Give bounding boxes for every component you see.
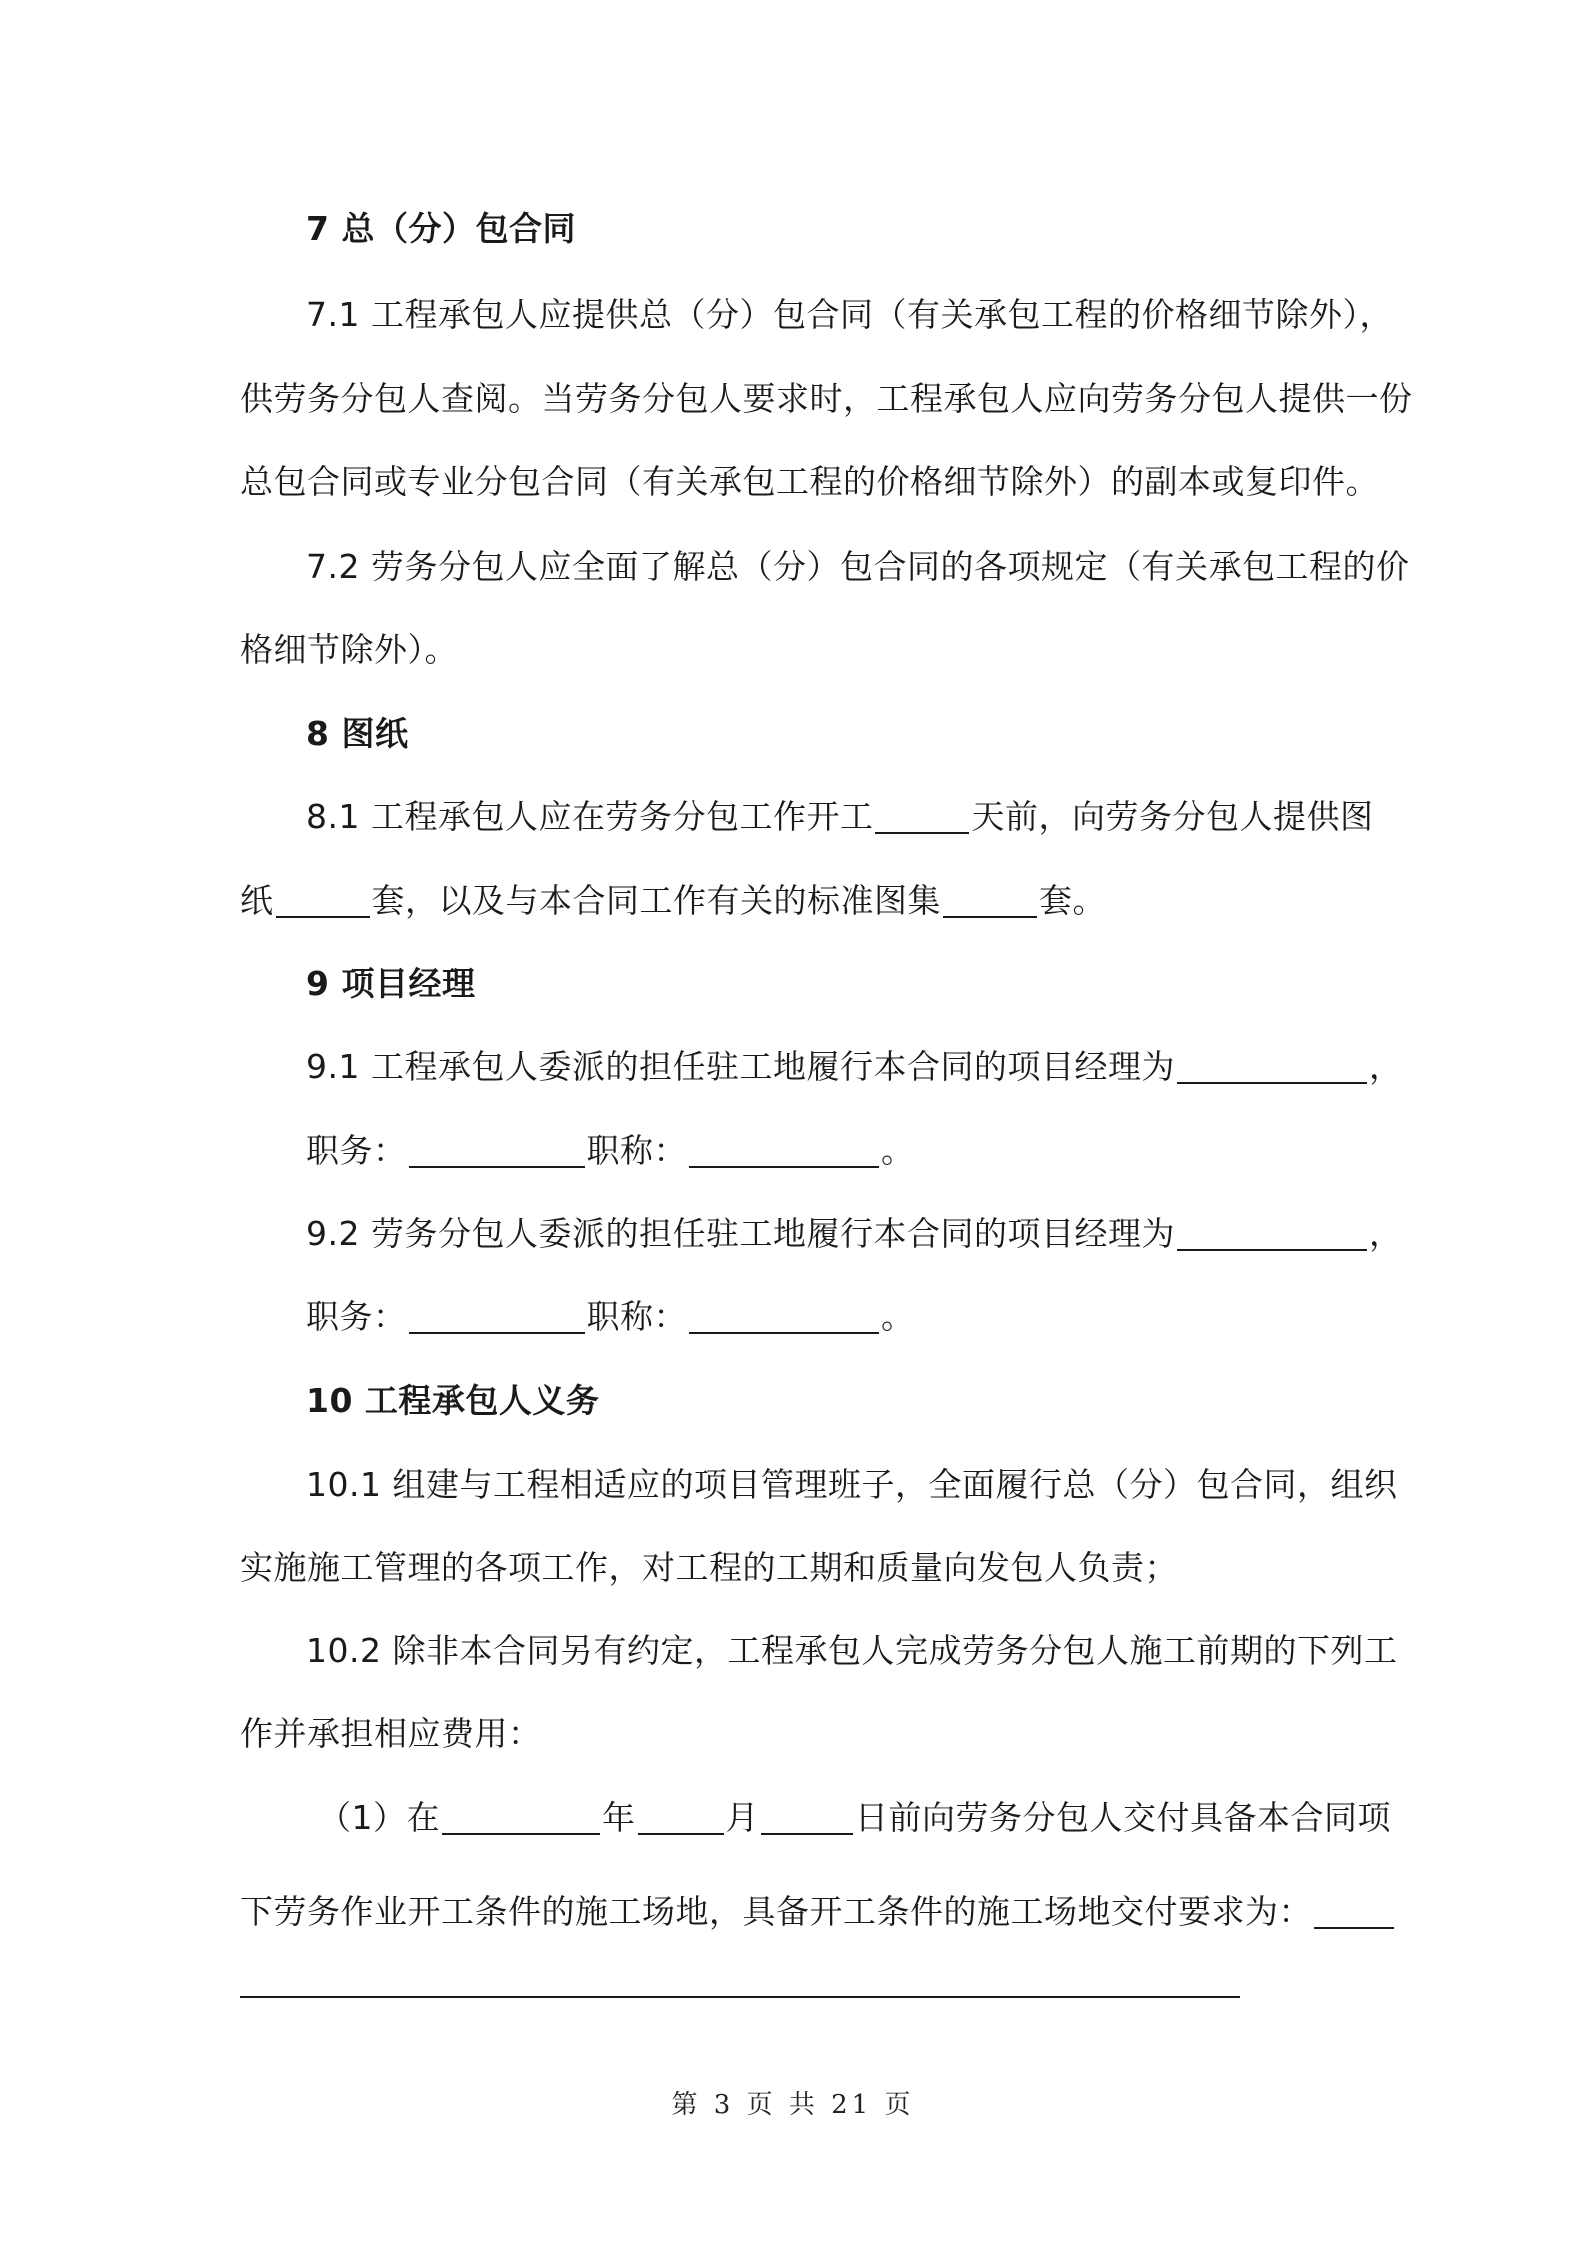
paragraph-9-1-line-1	[306, 1043, 1402, 1091]
text: 7.1 工程承包人应提供总（分）包合同（有关承包工程的价格细节除外），	[306, 295, 1393, 334]
blank-subcontractor-title-field[interactable]	[689, 1298, 879, 1334]
text: 实施施工管理的各项工作，对工程的工期和质量向发包人负责；	[240, 1548, 1178, 1587]
heading-text: 8 图纸	[306, 714, 409, 753]
text: 10.2 除非本合同另有约定，工程承包人完成劳务分包人施工前期的下列工	[306, 1631, 1398, 1670]
section-9-heading	[306, 960, 475, 1008]
blank-days-field[interactable]	[875, 798, 969, 834]
paragraph-7-1-line-3	[240, 458, 1379, 506]
text: （1）在	[318, 1798, 440, 1837]
item-1-line-2	[240, 1888, 1396, 1936]
paragraph-10-1-line-1	[306, 1461, 1397, 1509]
paragraph-9-2-line-2	[306, 1293, 915, 1341]
text: 套。	[1039, 881, 1106, 920]
item-1-line-1	[318, 1794, 1391, 1842]
paragraph-7-1-line-1	[306, 291, 1393, 339]
paragraph-10-2-line-2	[240, 1710, 542, 1758]
paragraph-7-2-line-1	[306, 543, 1409, 591]
paragraph-7-1-line-2	[240, 375, 1413, 423]
text: 10.1 组建与工程相适应的项目管理班子，全面履行总（分）包合同，组织	[306, 1465, 1398, 1504]
blank-contractor-manager-field[interactable]	[1177, 1048, 1367, 1084]
paragraph-8-1-line-1	[306, 793, 1373, 841]
text: ，	[1368, 1214, 1403, 1253]
paragraph-10-1-line-2	[240, 1544, 1178, 1592]
blank-subcontractor-duty-field[interactable]	[409, 1298, 585, 1334]
page-number-text: 第 3 页 共 21 页	[671, 2090, 915, 2120]
text: 9.2 劳务分包人委派的担任驻工地履行本合同的项目经理为	[306, 1214, 1175, 1253]
text: 。	[881, 1131, 915, 1170]
heading-text: 10 工程承包人义务	[306, 1381, 600, 1420]
section-8-heading	[306, 710, 408, 758]
text: 供劳务分包人查阅。当劳务分包人要求时，工程承包人应向劳务分包人提供一份	[240, 379, 1413, 418]
blank-contractor-duty-field[interactable]	[409, 1132, 585, 1168]
text: 下劳务作业开工条件的施工场地，具备开工条件的施工场地交付要求为：	[240, 1892, 1312, 1931]
section-7-heading	[306, 205, 576, 253]
page-number-footer	[0, 2084, 1586, 2121]
blank-day-field[interactable]	[761, 1799, 853, 1835]
text: 纸	[240, 881, 274, 920]
paragraph-10-2-line-1	[306, 1627, 1397, 1675]
blank-subcontractor-manager-field[interactable]	[1177, 1215, 1367, 1251]
blank-standard-atlas-sets-field[interactable]	[943, 882, 1037, 918]
heading-text: 7 总（分）包合同	[306, 209, 576, 248]
text: 月	[725, 1798, 759, 1837]
blank-site-requirement-continuation[interactable]	[240, 1996, 1240, 1998]
blank-month-field[interactable]	[638, 1799, 724, 1835]
text: 日前向劳务分包人交付具备本合同项	[855, 1798, 1391, 1837]
blank-drawing-sets-field[interactable]	[276, 882, 370, 918]
blank-contractor-title-field[interactable]	[689, 1132, 879, 1168]
section-10-heading	[306, 1377, 599, 1425]
blank-site-requirement-field[interactable]	[1314, 1893, 1394, 1929]
paragraph-9-1-line-2	[306, 1127, 915, 1175]
text: 年	[602, 1798, 636, 1837]
label-title: 职称：	[586, 1131, 687, 1170]
text: 8.1 工程承包人应在劳务分包工作开工	[306, 797, 874, 836]
text: 9.1 工程承包人委派的担任驻工地履行本合同的项目经理为	[306, 1047, 1175, 1086]
text: 套，以及与本合同工作有关的标准图集	[371, 881, 941, 920]
text: 。	[881, 1297, 915, 1336]
text: 总包合同或专业分包合同（有关承包工程的价格细节除外）的副本或复印件。	[240, 462, 1379, 501]
blank-year-field[interactable]	[442, 1799, 600, 1835]
paragraph-8-1-line-2	[240, 877, 1106, 925]
label-duty: 职务：	[306, 1297, 407, 1336]
text: 作并承担相应费用：	[240, 1714, 542, 1753]
text: 7.2 劳务分包人应全面了解总（分）包合同的各项规定（有关承包工程的价	[306, 547, 1410, 586]
label-duty: 职务：	[306, 1131, 407, 1170]
paragraph-9-2-line-1	[306, 1210, 1402, 1258]
text: ，	[1368, 1047, 1403, 1086]
label-title: 职称：	[586, 1297, 687, 1336]
text: 天前，向劳务分包人提供图	[971, 797, 1374, 836]
paragraph-7-2-line-2	[240, 626, 458, 674]
heading-text: 9 项目经理	[306, 964, 476, 1003]
text: 格细节除外）。	[240, 630, 458, 669]
